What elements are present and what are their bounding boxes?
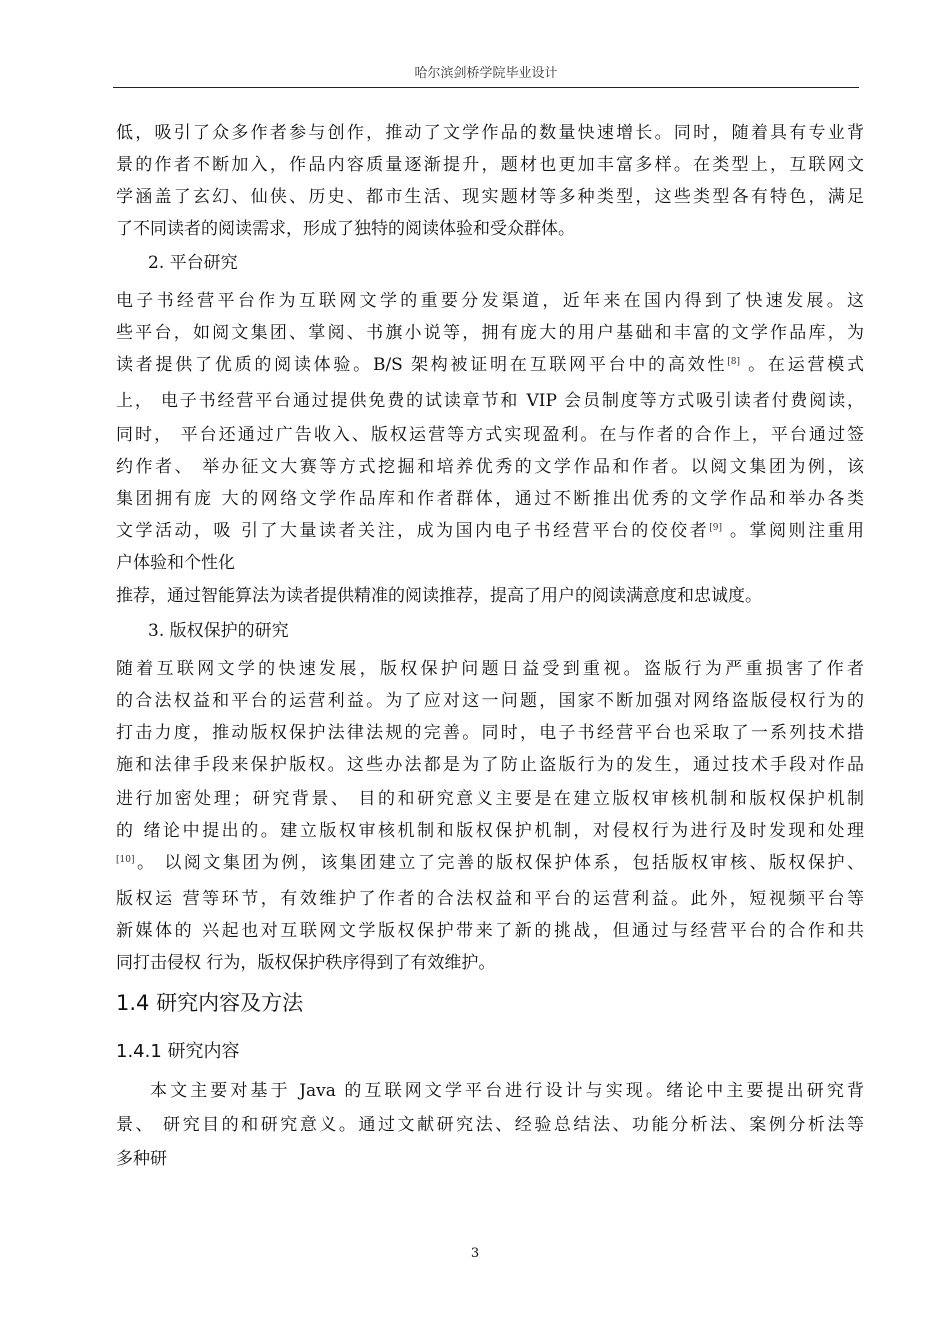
page-number: 3	[470, 1246, 480, 1261]
body-line: 了不同读者的阅读需求，形成了独特的阅读体验和受众群体。	[116, 219, 575, 239]
body-line: 打击力度，推动版权保护法律法规的完善。同时，电子书经营平台也采取了一系列技术措	[116, 723, 864, 743]
citation-10: [10]	[116, 855, 135, 865]
body-line: 多种研	[116, 1149, 167, 1169]
running-header: 哈尔滨剑桥学院毕业设计	[414, 66, 558, 81]
body-line: 集团拥有庞 大的网络文学作品库和作者群体，通过不断推出优秀的文学作品和举办各类	[116, 489, 864, 509]
list-heading-platform: 2. 平台研究	[148, 253, 238, 273]
body-line: 学涵盖了玄幻、仙侠、历史、都市生活、现实题材等多种类型，这些类型各有特色，满足	[116, 187, 864, 207]
body-line: 同打击侵权 行为，版权保护秩序得到了有效维护。	[116, 953, 496, 973]
body-line: 版权运 营等环节，有效维护了作者的合法权益和平台的运营利益。此外，短视频平台等	[116, 889, 864, 909]
body-line: 同时， 平台还通过广告收入、版权运营等方式实现盈利。在与作者的合作上，平台通过签	[116, 425, 864, 445]
body-line: 进行加密处理；研究背景、 目的和研究意义主要是在建立版权审核机制和版权保护机制	[116, 789, 864, 809]
body-line: 约作者、 举办征文大赛等方式挖掘和培养优秀的文学作品和作者。以阅文集团为例，该	[116, 457, 864, 477]
section-heading: 1.4 研究内容及方法	[116, 991, 304, 1015]
body-line: 电子书经营平台作为互联网文学的重要分发渠道，近年来在国内得到了快速发展。这	[116, 291, 864, 311]
body-line: 的 绪论中提出的。建立版权审核机制和版权保护机制，对侵权行为进行及时发现和处理	[116, 821, 864, 841]
citation-8: [8]	[727, 357, 740, 367]
body-line: 的合法权益和平台的运营利益。为了应对这一问题，国家不断加强对网络盗版侵权行为的	[116, 691, 864, 711]
body-line: 上， 电子书经营平台通过提供免费的试读章节和 VIP 会员制度等方式吸引读者付费阅读，	[116, 391, 864, 411]
body-line: 新媒体的 兴起也对互联网文学版权保护带来了新的挑战，但通过与经营平台的合作和共	[116, 921, 864, 941]
citation-9: [9]	[709, 523, 723, 533]
header-rule	[113, 87, 859, 88]
body-line: 推荐，通过智能算法为读者提供精准的阅读推荐，提高了用户的阅读满意度和忠诚度。	[116, 586, 762, 606]
body-line: 读者提供了优质的阅读体验。B/S 架构被证明在互联网平台中的高效性[8] 。在运营模式	[116, 355, 864, 375]
body-line: 本文主要对基于 Java 的互联网文学平台进行设计与实现。绪论中主要提出研究背	[150, 1081, 864, 1101]
body-line: 户体验和个性化	[116, 553, 235, 573]
body-line: 景、 研究目的和研究意义。通过文献研究法、经验总结法、功能分析法、案例分析法等	[116, 1115, 864, 1135]
body-line: 低，吸引了众多作者参与创作，推动了文学作品的数量快速增长。同时，随着具有专业背	[116, 123, 864, 143]
body-line: 景的作者不断加入，作品内容质量逐渐提升，题材也更加丰富多样。在类型上，互联网文	[116, 155, 864, 175]
body-line: 些平台，如阅文集团、掌阅、书旗小说等，拥有庞大的用户基础和丰富的文学作品库，为	[116, 323, 864, 343]
list-heading-copyright: 3. 版权保护的研究	[148, 621, 289, 641]
subsection-heading: 1.4.1 研究内容	[116, 1041, 240, 1062]
body-line: 随着互联网文学的快速发展，版权保护问题日益受到重视。盗版行为严重损害了作者	[116, 659, 864, 679]
body-line: [10]。 以阅文集团为例，该集团建立了完善的版权保护体系，包括版权审核、版权保护、	[116, 853, 864, 873]
body-line: 文学活动，吸 引了大量读者关注，成为国内电子书经营平台的佼佼者[9] 。掌阅则注重用	[116, 521, 864, 541]
body-line: 施和法律手段来保护版权。这些办法都是为了防止盗版行为的发生，通过技术手段对作品	[116, 755, 864, 775]
